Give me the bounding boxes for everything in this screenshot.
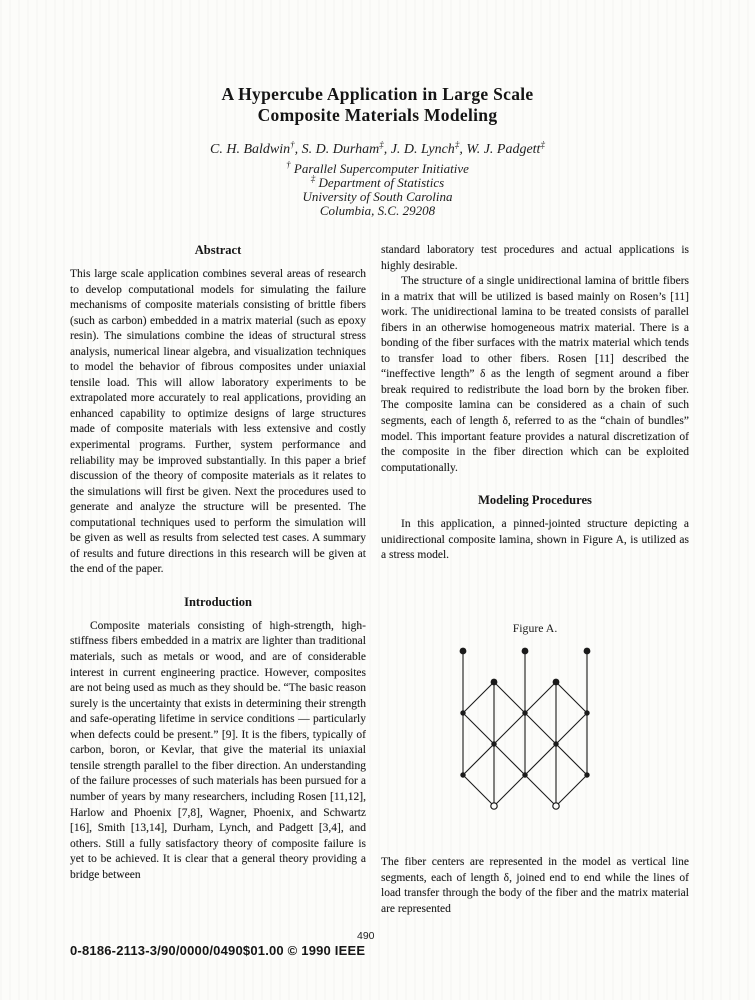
paper-title-line-2: Composite Materials Modeling bbox=[257, 105, 498, 125]
figure-a-caption: Figure A. bbox=[512, 621, 558, 635]
modeling-procedures-paragraph: In this application, a pinned-jointed structure depicting a unidirectional composite lamina, shown in Figure A, is utilized as a stress model. bbox=[381, 518, 689, 562]
author-name: S. D. Durham‡ bbox=[301, 139, 384, 157]
affiliation-parallel-supercomputer: † Parallel Supercomputer Initiative bbox=[286, 159, 469, 176]
copyright-line: 0-8186-2113-3/90/0000/0490$01.00 © 1990 IEEE bbox=[70, 943, 366, 958]
authors-line: C. H. Baldwin†, S. D. Durham‡, J. D. Lynch‡, W. J. Padgett‡ bbox=[210, 139, 545, 157]
modeling-procedures-heading: Modeling Procedures bbox=[478, 493, 592, 508]
abstract-heading: Abstract bbox=[194, 243, 242, 257]
page-number: 490 bbox=[357, 930, 375, 942]
author-name: C. H. Baldwin† bbox=[210, 139, 295, 157]
title-block bbox=[0, 84, 755, 218]
figure-a-truss-diagram bbox=[381, 643, 689, 822]
right-column bbox=[381, 243, 689, 915]
introduction-heading: Introduction bbox=[184, 594, 252, 609]
paper-title bbox=[0, 84, 755, 126]
pinned-jointed-lattice-figure bbox=[451, 643, 601, 817]
university-line: University of South Carolina bbox=[302, 189, 453, 204]
location-line: Columbia, S.C. 29208 bbox=[319, 203, 436, 218]
author-name: J. D. Lynch‡ bbox=[390, 139, 460, 157]
affiliation-statistics: ‡ Department of Statistics bbox=[310, 173, 445, 190]
left-column bbox=[70, 243, 366, 883]
lamina-structure-paragraph: The structure of a single unidirectional lamina of brittle fibers in a matrix that will be utilized is based mainly on Rosen’s [11] work. The unidirectional lamina to be treated consists of parallel fibers in an otherwise homogeneous matrix material. There is a bonding of the fiber surfaces with the matrix material which tends to transfer load to other fibers. Rosen [11] described the “ineffective length” δ as the length of segment around a fiber break required to redistribute the load born by the broken fiber. The composite lamina can be considered as a chain of such segments, each of length δ, referred to as the “chain of bundles” model. This important feature provides a natural discretization of the composite in the fiber direction which can be exploited computationally. bbox=[381, 275, 689, 474]
introduction-paragraph: Composite materials consisting of high-strength, high-stiffness fibers embedded in a matrix are lighter than traditional materials, such as metals or wood, and are of considerable interest in current engineering practice. However, composites are not being used as much as they should be. “The basic reason surely is the uncertainty that exists in determining their strength and safe-operating lifetime in service conditions — particularly when defects could be present.” [9]. It is the fibers, typically of carbon, boron, or Kevlar, that give the material its uniaxial tensile strength parallel to the fiber direction. An understanding of the failure processes of such materials has been pursued for a number of years by many researchers, including Rosen [11,12], Harlow and Phoenix [7,8], Wagner, Phoenix, and Schwartz [16], Smith [13,14], Durham, Lynch, and Padgett [3,4], and others. Still a fully satisfactory theory of composite failure is yet to be achieved. It is clear that a general theory providing a bridge between bbox=[70, 619, 366, 881]
author-name: W. J. Padgett‡ bbox=[466, 139, 545, 157]
paper-title-line-1: A Hypercube Application in Large Scale bbox=[221, 84, 534, 104]
figure-following-paragraph: The fiber centers are represented in the model as vertical line segments, each of length δ, joined end to end while the lines of load transfer through the body of the fiber and the matrix material are represented bbox=[381, 856, 689, 915]
continuation-paragraph: standard laboratory test procedures and actual applications is highly desirable. bbox=[381, 244, 689, 272]
abstract-paragraph: This large scale application combines several areas of research to develop computational models for simulating the failure mechanisms of composite materials consisting of brittle fibers (such as carbon) embedded in a matrix material (such as epoxy resin). The simulations combine the ideas of structural stress analysis, numerical linear algebra, and visualization techniques to model the behavior of fibrous composites under uniaxial tensile load. This will allow laboratory experiments to be extrapolated more accurately to real applications, providing an enhanced capability to optimize designs of large structures made of composite materials with less extensive and costly experimental programs. Further, system performance and reliability may be improved substantially. In this paper a brief discussion of the theory of composite materials as it relates to the simulations will first be given. Next the procedures used to generate and analyze the structure will be presented. The computational techniques used to perform the simulation will be given as well as results from selected test cases. A summary of results and future directions in this research will be given at the end of the paper. bbox=[70, 268, 366, 576]
